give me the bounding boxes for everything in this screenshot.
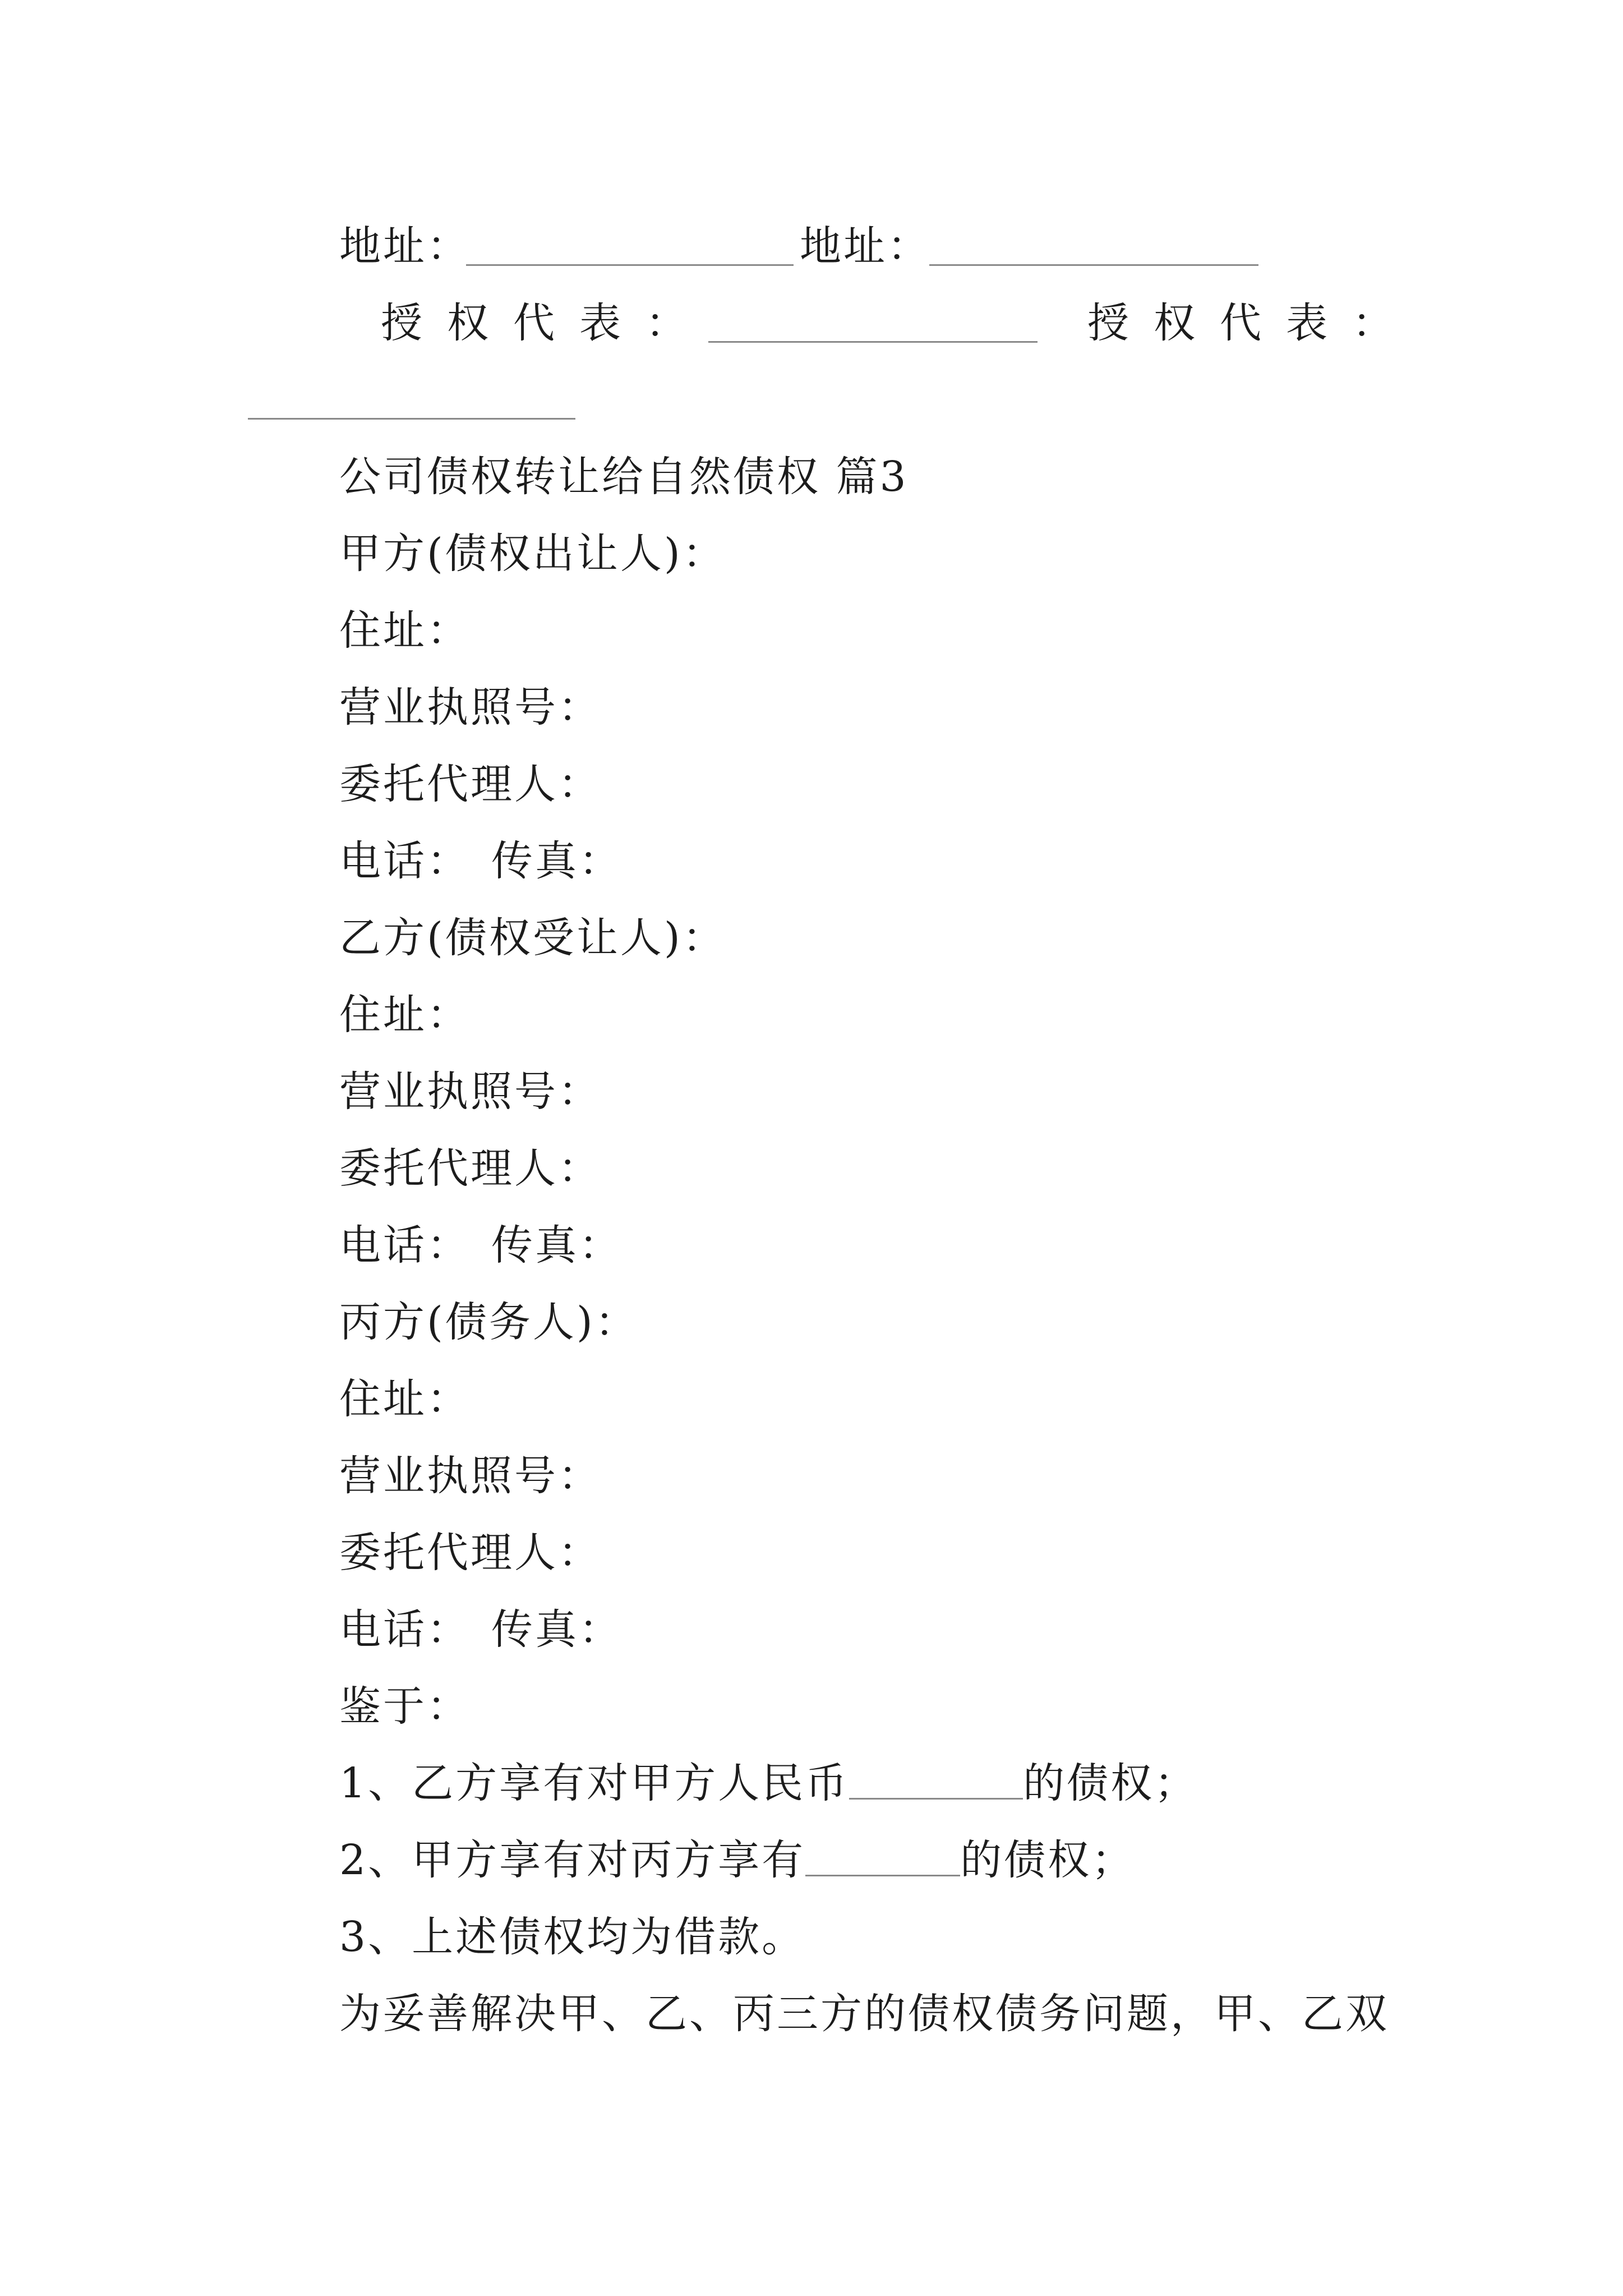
party-a-agent: 委托代理人：	[339, 760, 602, 808]
rep-label-right: 授权代表：	[1087, 299, 1418, 347]
recital-2-amount-blank	[805, 1875, 960, 1876]
recital-1-amount-blank	[849, 1798, 1023, 1800]
party-a-contact	[0, 823, 1623, 900]
document-page	[0, 208, 1623, 2053]
rep-blank-right	[248, 418, 575, 420]
recital-1-text-before: 1、乙方享有对甲方人民币	[339, 1759, 850, 1807]
party-c-heading: 丙方(债务人)：	[339, 1298, 639, 1346]
party-c-address: 住址：	[339, 1375, 471, 1423]
party-a-license: 营业执照号：	[339, 683, 602, 731]
party-c-phone: 电话：	[339, 1605, 471, 1654]
recital-item-3: 3、上述债权均为借款。	[339, 1913, 806, 1961]
party-c-agent: 委托代理人：	[339, 1529, 602, 1577]
address-blank-right	[929, 264, 1258, 266]
closing-paragraph: 为妥善解决甲、乙、丙三方的债权债务问题，甲、乙双	[339, 1990, 1389, 2038]
recital-2-text-after: 的债权；	[960, 1836, 1136, 1884]
party-a-address: 住址：	[339, 606, 471, 655]
address-label-left: 地址：	[339, 222, 471, 270]
party-a-heading: 甲方(债权出让人)：	[339, 530, 726, 578]
party-c-fax: 传真：	[491, 1605, 623, 1654]
party-b-agent: 委托代理人：	[339, 1144, 602, 1193]
party-c-license: 营业执照号：	[339, 1452, 602, 1500]
signature-rep-continuation-row	[0, 362, 1623, 439]
party-b-heading: 乙方(债权受让人)：	[339, 914, 726, 962]
party-a-phone: 电话：	[339, 837, 471, 885]
party-b-address: 住址：	[339, 991, 471, 1039]
party-a-fax: 传真：	[491, 837, 623, 885]
recital-item-1	[0, 1745, 1623, 1822]
address-label-right: 地址：	[800, 222, 931, 270]
recital-1-text-after: 的债权；	[1023, 1759, 1198, 1807]
rep-label-left: 授权代表：	[381, 299, 712, 347]
rep-blank-left	[708, 341, 1038, 343]
party-b-license: 营业执照号：	[339, 1068, 602, 1116]
party-b-contact	[0, 1207, 1623, 1284]
address-blank-left	[466, 264, 794, 266]
party-b-phone: 电话：	[339, 1221, 471, 1269]
signature-address-row	[0, 208, 1623, 285]
recitals-heading: 鉴于：	[339, 1682, 471, 1731]
section-title: 公司债权转让给自然债权 篇3	[339, 453, 909, 501]
signature-rep-row	[0, 285, 1623, 362]
recital-item-2	[0, 1822, 1623, 1899]
party-b-fax: 传真：	[491, 1221, 623, 1269]
recital-2-text-before: 2、甲方享有对丙方享有	[339, 1836, 806, 1884]
party-c-contact	[0, 1591, 1623, 1668]
